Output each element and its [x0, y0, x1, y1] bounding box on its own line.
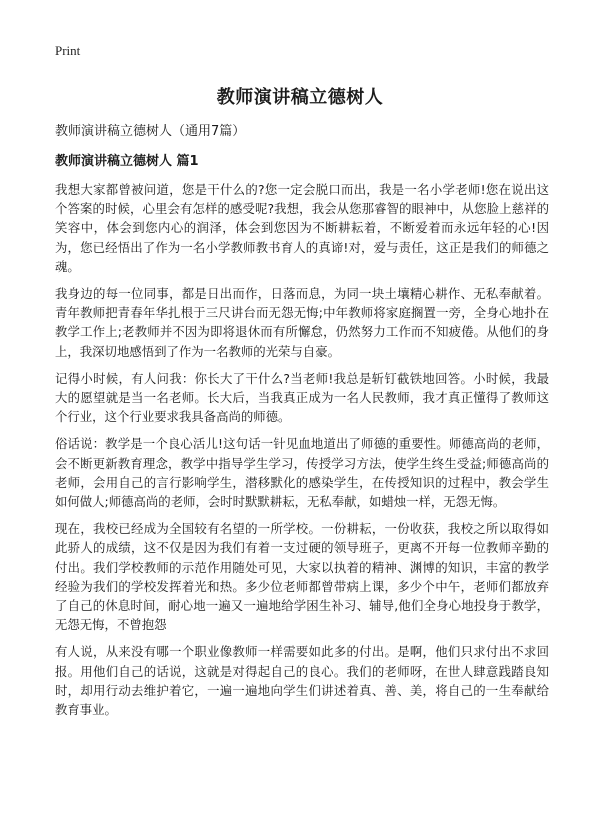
paragraph: 俗话说：教学是一个良心活儿!这句话一针见血地道出了师德的重要性。师德高尚的老师，会不断更新教育理念，教学中指导学生学习，传授学习方法，使学生终生受益;师德高尚的老师，会用自己的言行影响学生，潜移默化的感染学生，在传授知识的过程中，教会学生如何做人;师德高尚的老师，会时时默默耕耘，无私奉献，如蜡烛一样，无怨无悔。: [55, 436, 549, 510]
print-link[interactable]: Print: [55, 43, 81, 58]
paragraph: 现在，我校已经成为全国较有名望的一所学校。一份耕耘，一份收获，我校之所以取得如此骄人的成绩，这不仅是因为我们有着一支过硬的领导班子，更离不开每一位教师辛勤的付出。我们学校教师的示范作用随处可见，大家以执着的精神、渊博的知识，丰富的教学经验为我们的学校发挥着光和热。多少位老师都曾带病上课，多少个中午，老师们都放弃了自己的休息时间，耐心地一遍又一遍地给学困生补习、辅导,他们全身心地投身于教学，无怨无悔，不曾抱怨: [55, 521, 549, 633]
article-body: [55, 180, 549, 727]
document-subtitle: 教师演讲稿立德树人（通用7篇）: [55, 124, 246, 139]
page-title: 教师演讲稿立德树人: [216, 87, 384, 108]
paragraph: 有人说，从来没有哪一个职业像教师一样需要如此多的付出。是啊，他们只求付出不求回报。用他们自己的话说，这就是对得起自己的良心。我们的老师呀，在世人肆意践踏良知时，却用行动去维护着它，一遍一遍地向学生们讲述着真、善、美，将自己的一生奉献给教育事业。: [55, 644, 549, 718]
paragraph: 我想大家都曾被问道，您是干什么的?您一定会脱口而出，我是一名小学老师!您在说出这个答案的时候，心里会有怎样的感受呢?我想，我会从您那睿智的眼神中，从您脸上慈祥的笑容中，体会到您内心的润泽，体会到您因为不断耕耘着，不断爱着而永远年轻的心!因为，您已经悟出了作为一名小学教师教书育人的真谛!对，爱与责任，这正是我们的师德之魂。: [55, 182, 549, 274]
paragraph: 记得小时候，有人问我：你长大了干什么?当老师!我总是斩钉截铁地回答。小时候，我最大的愿望就是当一名老师。长大后，当我真正成为一名人民教师，我才真正懂得了教师这个行业，这个行业要求我具备高尚的师德。: [55, 370, 549, 425]
paragraph: 我身边的每一位同事，都是日出而作，日落而息，为同一块土壤精心耕作、无私奉献着。青年教师把青春年华扎根于三尺讲台而无怨无悔;中年教师将家庭搁置一旁，全身心地扑在教学工作上;老教师并不因为即将退休而有所懈怠，仍然努力工作而不知疲倦。从他们的身上，我深切地感悟到了作为一名教师的光荣与自豪。: [55, 286, 549, 359]
section-heading: 教师演讲稿立德树人 篇1: [55, 154, 199, 169]
